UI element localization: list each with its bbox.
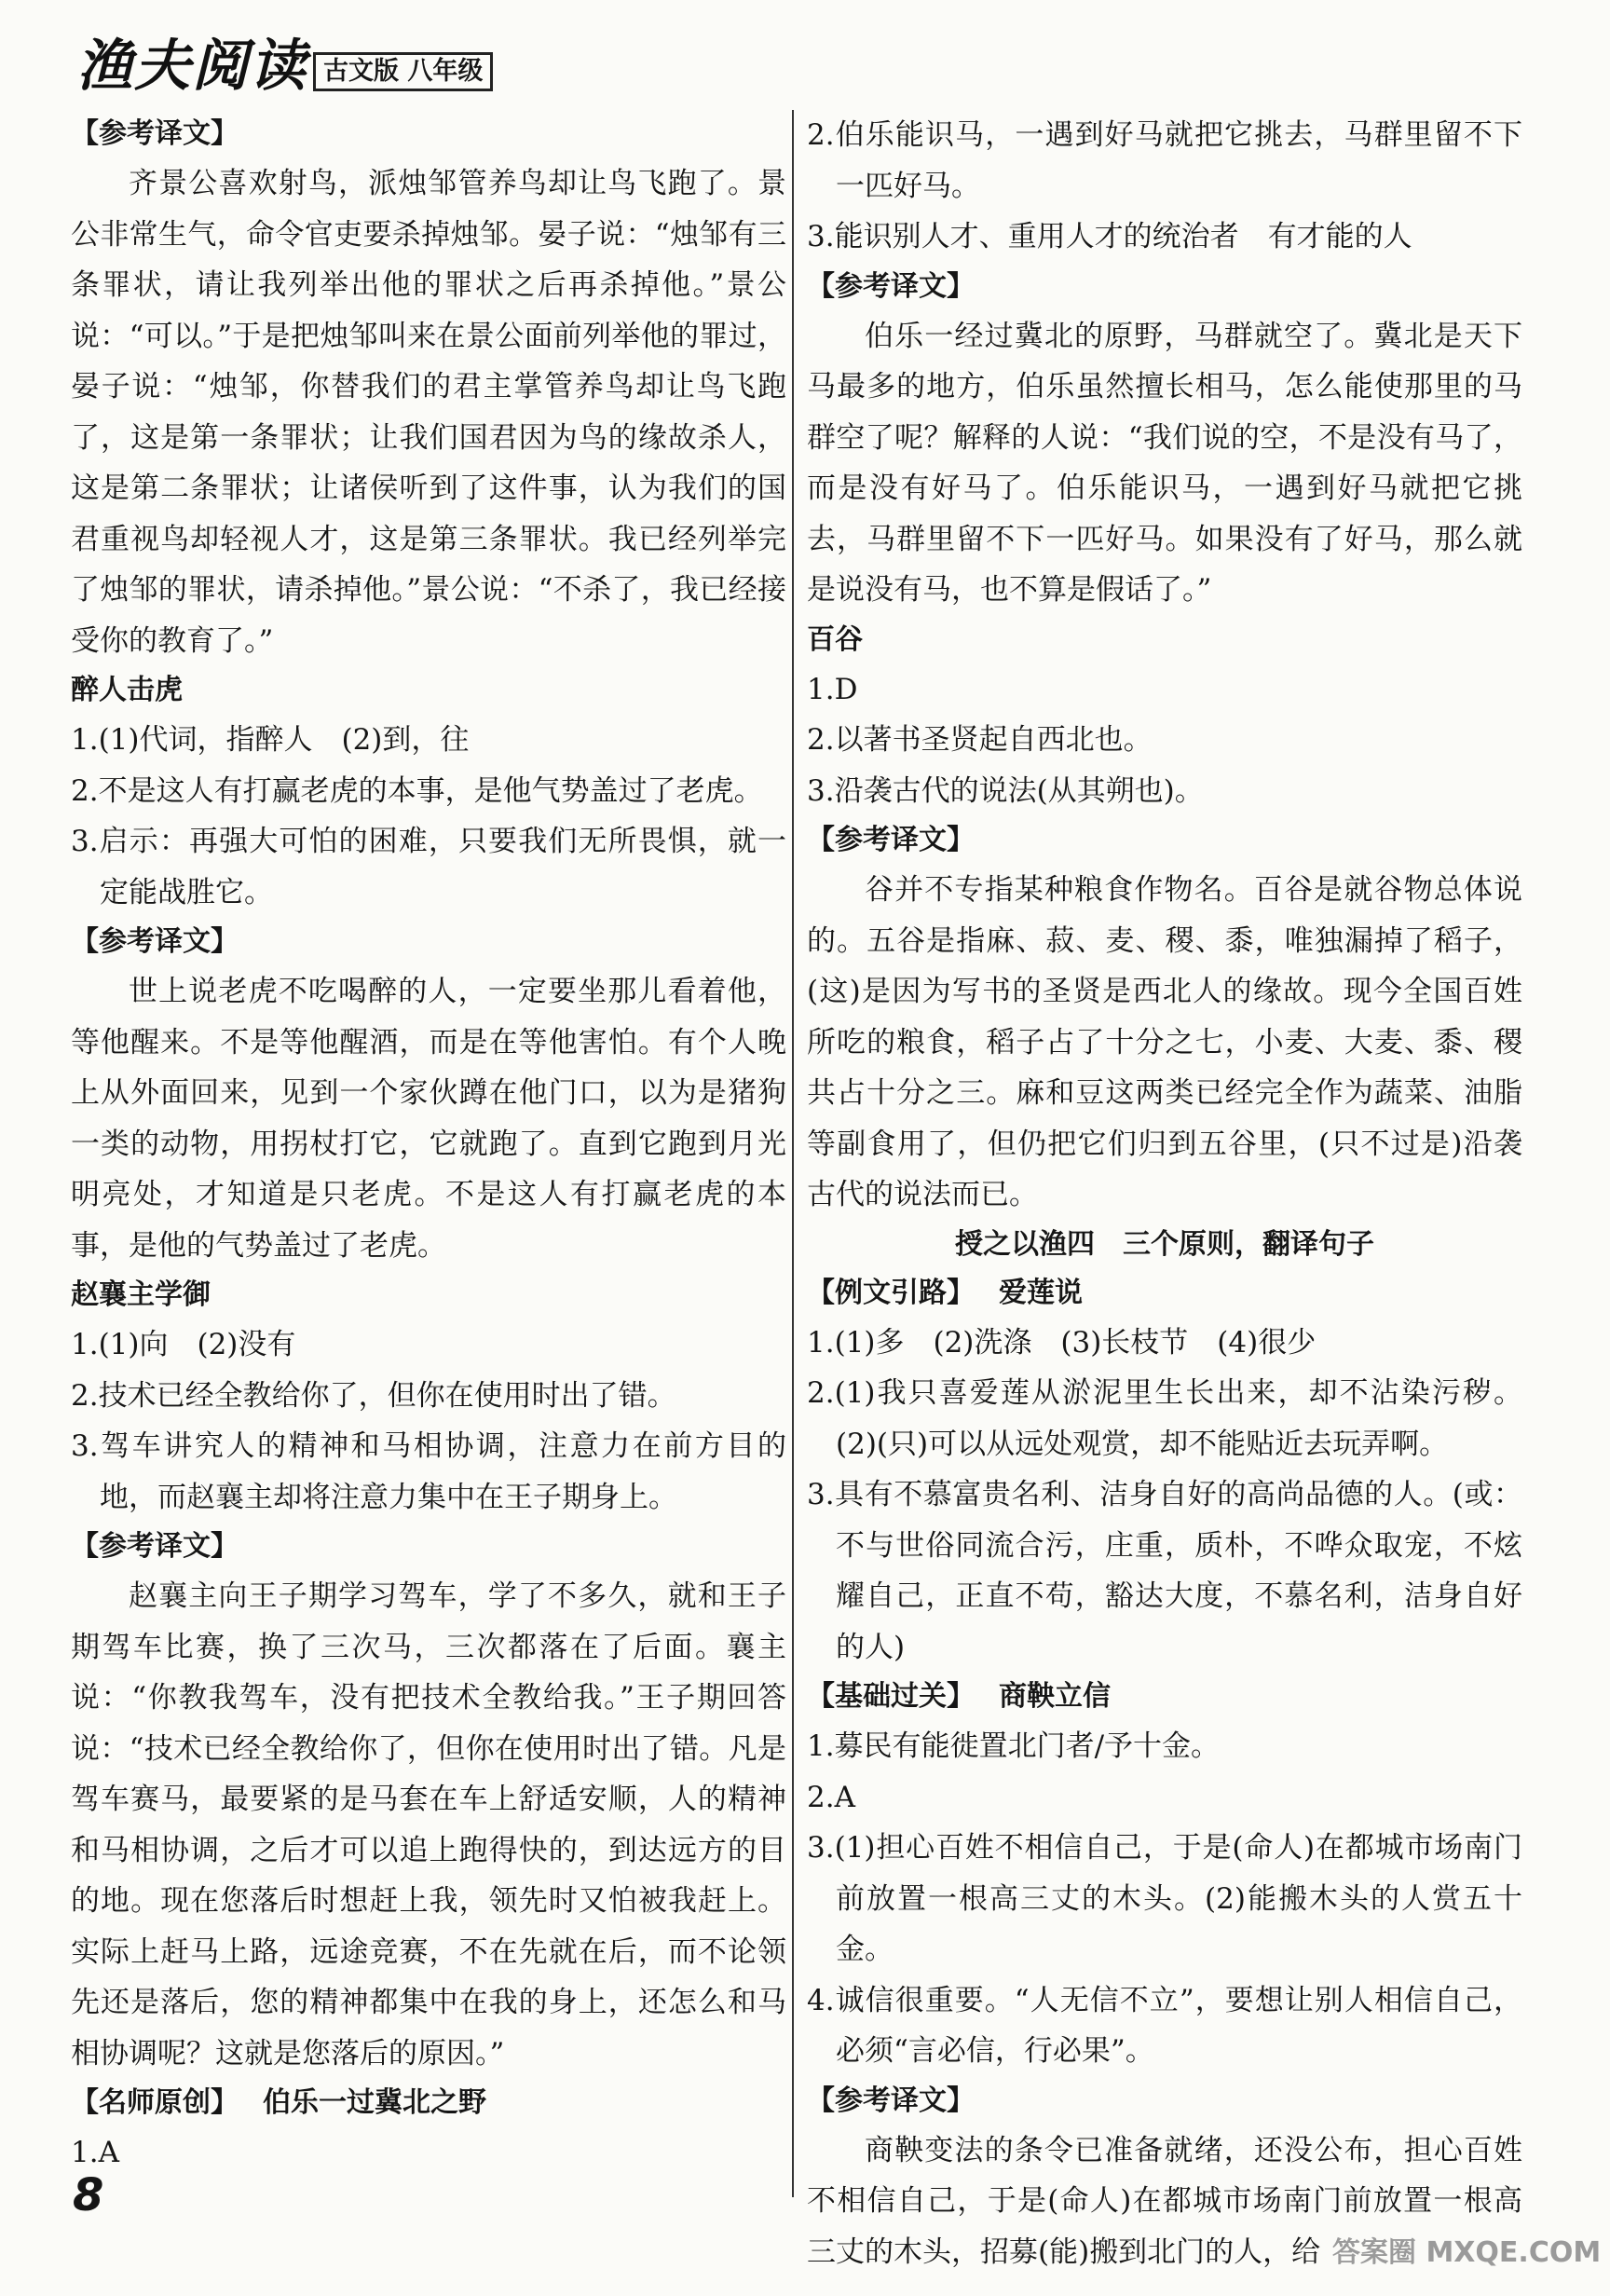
series-logo: 渔夫阅读 — [76, 34, 307, 99]
answer-item: 1.D — [807, 672, 858, 706]
block-heading — [71, 110, 786, 158]
translation-paragraph: 伯乐一经过冀北的原野，马群就空了。冀北是天下马最多的地方，伯乐虽然擅长相马，怎么能使那里的马群空了呢？解释的人说：“我们说的空，不是没有马了，而是没有好马了。伯乐能识马，一遇到好马就把它挑去，马群里留不下一匹好马。如果没有了好马，那么就是说没有马，也不算是假话了。” — [807, 319, 1522, 607]
answer-item: 1.(1)代词，指醉人 (2)到，往 — [71, 723, 470, 757]
heading-label: 百谷 — [807, 622, 863, 656]
left-column — [71, 110, 786, 2179]
heading-label: 醉人击虎 — [71, 674, 183, 706]
translation-paragraph: 赵襄主向王子期学习驾车，学了不多久，就和王子期驾车比赛，换了三次马，三次都落在了后面。襄主说：“你教我驾车，没有把技术全教给我。”王子期回答说：“技术已经全教给你了，但你在使用时出了错。凡是驾车赛马，最要紧的是马套在车上舒适安顺，人的精神和马相协调，之后才可以追上跑得快的，到达远方的目的地。现在您落后时想赶上我，领先时又怕被我赶上。实际上赶马上路，远途竞赛，不在先就在后，而不论领先还是落后，您的精神都集中在我的身上，还怎么和马相协调呢？这就是您落后的原因。” — [71, 1579, 786, 2070]
block-heading — [807, 816, 1522, 865]
answer-item: 3.(1)担心百姓不相信自己，于是(命人)在都城市场南门前放置一根高三丈的木头。(2)能搬木头的人赏五十金。 — [807, 1831, 1522, 1966]
heading-label: 【参考译文】 — [807, 2084, 975, 2117]
watermark: 答案圈 MXQE.COM — [1332, 2236, 1602, 2269]
answer-item: 2.伯乐能识马，一遇到好马就把它挑去，马群里留不下一匹好马。 — [807, 118, 1522, 203]
translation-paragraph: 齐景公喜欢射鸟，派烛邹管养鸟却让鸟飞跑了。景公非常生气，命令官吏要杀掉烛邹。晏子说：“烛邹有三条罪状，请让我列举出他的罪状之后再杀掉他。”景公说：“可以。”于是把烛邹叫来在景公面前列举他的罪过，晏子说：“烛邹，你替我们的君主掌管养鸟却让鸟飞跑了，这是第一条罪状；让我们国君因为鸟的缘故杀人，这是第二条罪状；让诸侯听到了这件事，认为我们的国君重视鸟却轻视人才，这是第三条罪状。我已经列举完了烛邹的罪状，请杀掉他。”景公说：“不杀了，我已经接受你的教育了。” — [71, 167, 786, 658]
block-heading — [807, 1673, 1522, 1721]
heading-label: 【参考译文】 — [71, 117, 239, 150]
heading-title: 伯乐一过冀北之野 — [263, 2086, 486, 2119]
answer-item: 1.(1)多 (2)洗涤 (3)长枝节 (4)很少 — [807, 1325, 1317, 1360]
block-heading — [71, 666, 786, 715]
answer-item: 1.(1)向 (2)没有 — [71, 1328, 296, 1361]
answer-item: 2.A — [807, 1780, 855, 1814]
column-divider — [792, 110, 794, 2197]
block-heading — [71, 918, 786, 966]
answer-item: 3.启示：再强大可怕的困难，只要我们无所畏惧，就一定能战胜它。 — [71, 825, 786, 909]
answer-item: 1.A — [71, 2136, 119, 2169]
heading-label: 【名师原创】 — [71, 2086, 239, 2119]
answer-item: 1.募民有能徙置北门者/予十金。 — [807, 1729, 1221, 1763]
heading-title: 爱莲说 — [999, 1276, 1083, 1309]
edition-tag: 古文版 八年级 — [313, 52, 493, 91]
heading-label: 【参考译文】 — [807, 824, 975, 856]
page-number: 8 — [73, 2169, 104, 2221]
answer-item: 2.技术已经全教给你了，但你在使用时出了错。 — [71, 1378, 676, 1413]
translation-paragraph: 谷并不专指某种粮食作物名。百谷是就谷物总体说的。五谷是指麻、菽、麦、稷、黍，唯独漏掉了稻子，(这)是因为写书的圣贤是西北人的缘故。现今全国百姓所吃的粮食，稻子占了十分之七，小麦、大麦、黍、稷共占十分之三。麻和豆这两类已经完全作为蔬菜、油脂等副食用了，但仍把它们归到五谷里，(只不过是)沿袭古代的说法而已。 — [807, 873, 1522, 1211]
heading-label: 授之以渔四 三个原则，翻译句子 — [955, 1227, 1374, 1261]
answer-item: 4.诚信很重要。“人无信不立”，要想让别人相信自己，必须“言必信，行必果”。 — [807, 1983, 1522, 2068]
block-heading — [71, 1523, 786, 1571]
answer-item: 2.不是这人有打赢老虎的本事，是他气势盖过了老虎。 — [71, 773, 763, 808]
heading-label: 【例文引路】 — [807, 1276, 975, 1309]
book-header — [76, 34, 493, 99]
heading-label: 【参考译文】 — [71, 1530, 239, 1563]
block-heading — [807, 1269, 1522, 1318]
answer-item: 3.驾车讲究人的精神和马相协调，注意力在前方目的地，而赵襄主却将注意力集中在王子期身上。 — [71, 1429, 786, 1514]
right-column — [807, 110, 1522, 2277]
block-heading — [71, 1271, 786, 1319]
heading-label: 【参考译文】 — [71, 925, 239, 958]
heading-label: 赵襄主学御 — [71, 1278, 211, 1311]
heading-label: 【参考译文】 — [807, 269, 975, 303]
block-heading — [71, 2079, 786, 2127]
block-heading — [807, 616, 1522, 664]
answer-item: 3.具有不慕富贵名利、洁身自好的高尚品德的人。(或：不与世俗同流合污，庄重，质朴，不哗众取宠，不炫耀自己，正直不苟，豁达大度，不慕名利，洁身自好的人) — [807, 1478, 1522, 1664]
translation-paragraph: 世上说老虎不吃喝醉的人，一定要坐那儿看着他，等他醒来。不是等他醒酒，而是在等他害怕。有个人晚上从外面回来，见到一个家伙蹲在他门口，以为是猪狗一类的动物，用拐杖打它，它就跑了。直到它跑到月光明亮处，才知道是只老虎。不是这人有打赢老虎的本事，是他的气势盖过了老虎。 — [71, 975, 786, 1263]
section-heading — [807, 1221, 1522, 1269]
translation-paragraph: 商鞅变法的条令已准备就绪，还没公布，担心百姓不相信自己，于是(命人)在都城市场南门前放置一根高三丈的木头，招募(能)搬到北门的人，给 — [807, 2133, 1522, 2269]
answer-item: 3.能识别人才、重用人才的统治者 有才能的人 — [807, 220, 1412, 253]
heading-label: 【基础过关】 — [807, 1680, 975, 1713]
block-heading — [807, 2077, 1522, 2125]
heading-title: 商鞅立信 — [999, 1680, 1111, 1713]
block-heading — [807, 263, 1522, 311]
answer-item: 2.以著书圣贤起自西北也。 — [807, 723, 1153, 757]
answer-item: 2.(1)我只喜爱莲从淤泥里生长出来，却不沾染污秽。(2)(只)可以从远处观赏，却不能贴近去玩弄啊。 — [807, 1376, 1522, 1461]
answer-item: 3.沿袭古代的说法(从其朔也)。 — [807, 773, 1204, 808]
